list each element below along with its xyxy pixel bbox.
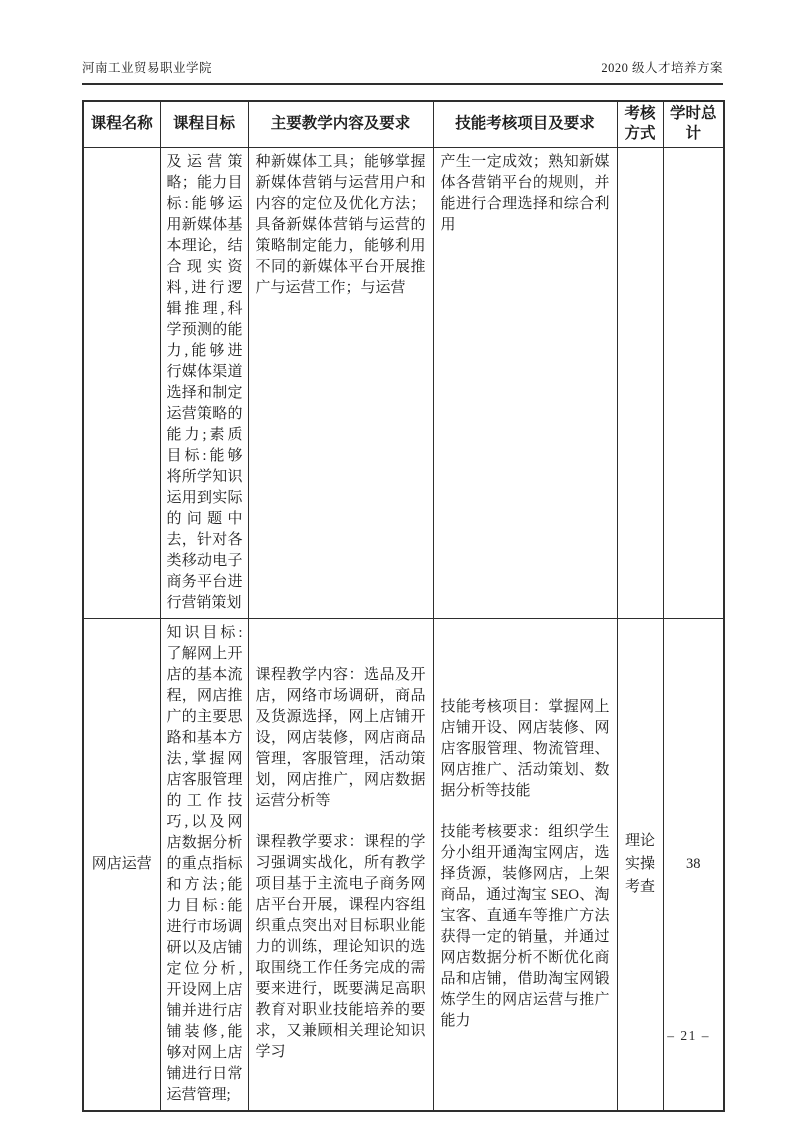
page-number: – 21 – <box>667 1028 710 1043</box>
col-header-course-objectives: 课程目标 <box>160 101 248 147</box>
course-table <box>82 100 725 1112</box>
skill-assessment-paragraph: 产生一定成效；熟知新媒体各营销平台的规则，并能进行合理选择和综合利用 <box>440 153 610 233</box>
teaching-content-paragraph: 种新媒体工具；能够掌握新媒体营销与运营用户和内容的定位及优化方法；具备新媒体营销与运营的策略制定能力，能够利用不同的新媒体平台开展推广与运营工作；与运营 <box>255 153 426 296</box>
cell-teaching-content <box>248 618 433 1111</box>
col-header-assessment-method: 考核方式 <box>617 101 663 147</box>
col-header-teaching-content: 主要教学内容及要求 <box>248 101 433 147</box>
cell-teaching-content <box>248 147 433 618</box>
cell-assessment-method: 理论实操考查 <box>617 618 663 1111</box>
table-row-online-store-operations <box>83 618 724 1111</box>
header-plan-title: 2020 级人才培养方案 <box>601 61 723 75</box>
cell-course-name: 网店运营 <box>83 618 160 1111</box>
col-header-course-name: 课程名称 <box>83 101 160 147</box>
cell-skill-assessment <box>433 618 617 1111</box>
cell-assessment-method <box>617 147 663 618</box>
header-school-name: 河南工业贸易职业学院 <box>82 61 213 75</box>
teaching-content-paragraph: 课程教学内容：选品及开店，网络市场调研，商品及货源选择，网上店铺开设，网店装修，网店商品管理，客服管理，活动策划，网店推广，网店数据运营分析等 <box>255 667 426 810</box>
cell-course-objectives: 知识目标:了解网上开店的基本流程，网店推广的主要思路和基本方法,掌握网店客服管理的工作技巧,以及网店数据分析的重点指标和方法;能力目标:能进行市场调研以及店铺定位分析,开设网上店铺并进行店铺装修,能够对网上店铺进行日常运营管理; <box>160 618 248 1111</box>
teaching-requirements-paragraph: 课程教学要求：课程的学习强调实战化，所有教学项目基于主流电子商务网店平台开展，课程内容组织重点突出对目标职业能力的训练，理论知识的选取围绕工作任务完成的需要来进行，既要满足高职教育对职业技能培养的要求，又兼顾相关理论知识学习 <box>255 834 426 1061</box>
table-header-row <box>83 101 724 147</box>
cell-skill-assessment <box>433 147 617 618</box>
cell-course-name <box>83 147 160 618</box>
cell-total-hours: 38 <box>663 618 724 1111</box>
skill-assessment-items-paragraph: 技能考核项目：掌握网上店铺开设、网店装修、网店客服管理、物流管理、网店推广、活动策划、数据分析等技能 <box>440 698 610 799</box>
col-header-total-hours: 学时总计 <box>663 101 724 147</box>
col-header-skill-assessment: 技能考核项目及要求 <box>433 101 617 147</box>
page-header <box>82 58 723 85</box>
cell-course-objectives: 及运营策略；能力目标:能够运用新媒体基本理论，结合现实资料,进行逻辑推理,科学预测的能力,能够进行媒体渠道选择和制定运营策略的能力;素质目标:能够将所学知识运用到实际的问题中去，针对各类移动电子商务平台进行营销策划 <box>160 147 248 618</box>
skill-assessment-requirements-paragraph: 技能考核要求：组织学生分小组开通淘宝网店，选择货源，装修网店，上架商品，通过淘宝 SEO、淘宝客、直通车等推广方法获得一定的销量，并通过网店数据分析不断优化商品和店铺，借助淘宝网锻炼学生的网店运营与推广能力 <box>440 823 610 1029</box>
table-row-continuation <box>83 147 724 618</box>
cell-total-hours <box>663 147 724 618</box>
